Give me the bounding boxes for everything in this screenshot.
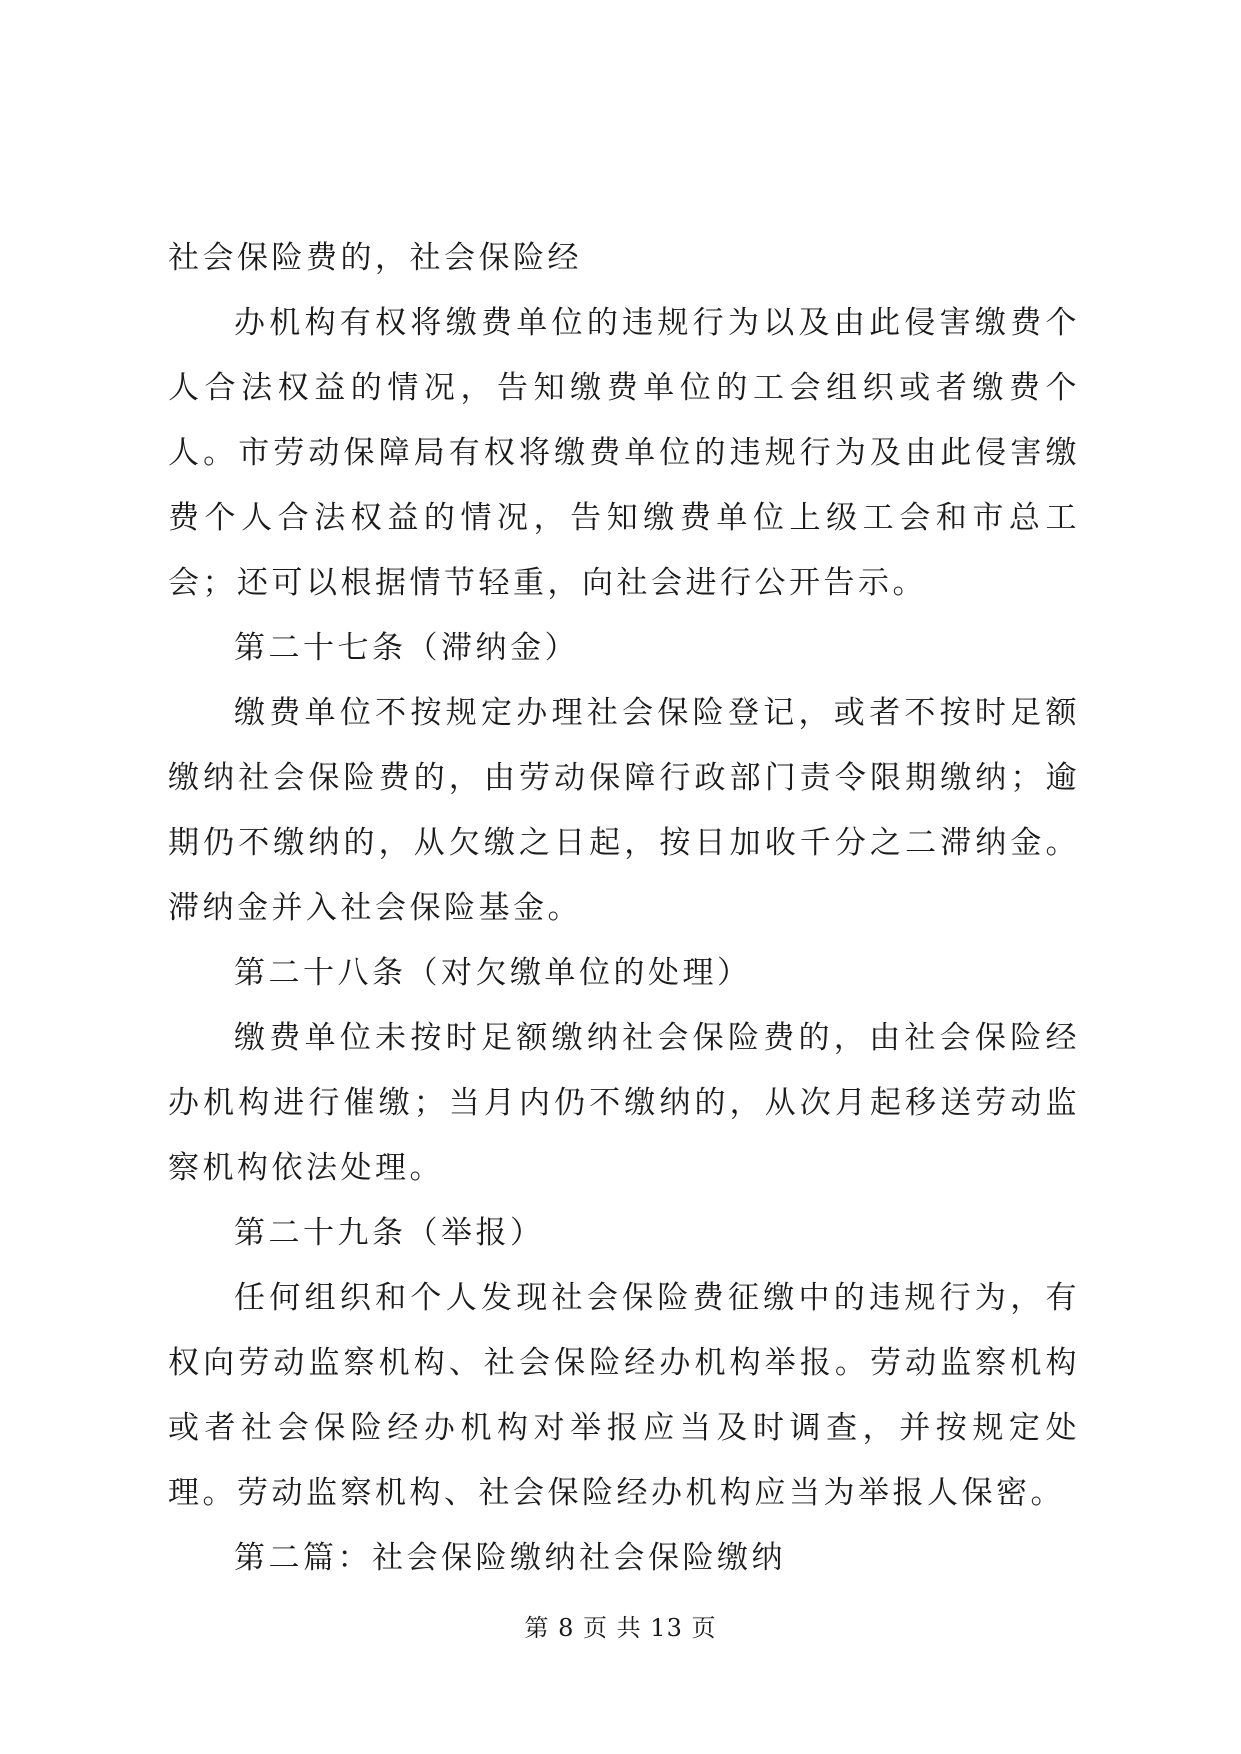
- paragraph-union-notice: 办机构有权将缴费单位的违规行为以及由此侵害缴费个人合法权益的情况，告知缴费单位的工会组织或者缴费个人。市劳动保障局有权将缴费单位的违规行为及由此侵害缴费个人合法权益的情况，告知缴费单位上级工会和市总工会；还可以根据情节轻重，向社会进行公开告示。: [168, 305, 1080, 601]
- article-28-heading: 第二十八条（对欠缴单位的处理）: [234, 955, 752, 991]
- paragraph-reporting: 任何组织和个人发现社会保险费征缴中的违规行为，有权向劳动监察机构、社会保险经办机构举报。劳动监察机构或者社会保险经办机构对举报应当及时调查，并按规定处理。劳动监察机构、社会保险经办机构应当为举报人保密。: [168, 1280, 1080, 1511]
- page-number-footer: 第 8 页 共 13 页: [524, 1614, 717, 1642]
- section-2-heading: 第二篇：社会保险缴纳社会保险缴纳: [234, 1540, 786, 1576]
- document-body: [168, 226, 1080, 1591]
- paragraph-arrears-handling: 缴费单位未按时足额缴纳社会保险费的，由社会保险经办机构进行催缴；当月内仍不缴纳的，从次月起移送劳动监察机构依法处理。: [168, 1020, 1080, 1186]
- article-29-heading: 第二十九条（举报）: [234, 1215, 545, 1251]
- paragraph-continued: 社会保险费的，社会保险经: [168, 240, 582, 276]
- article-27-heading: 第二十七条（滞纳金）: [234, 630, 579, 666]
- paragraph-late-fee: 缴费单位不按规定办理社会保险登记，或者不按时足额缴纳社会保险费的，由劳动保障行政部门责令限期缴纳；逾期仍不缴纳的，从欠缴之日起，按日加收千分之二滞纳金。滞纳金并入社会保险基金。: [168, 695, 1080, 926]
